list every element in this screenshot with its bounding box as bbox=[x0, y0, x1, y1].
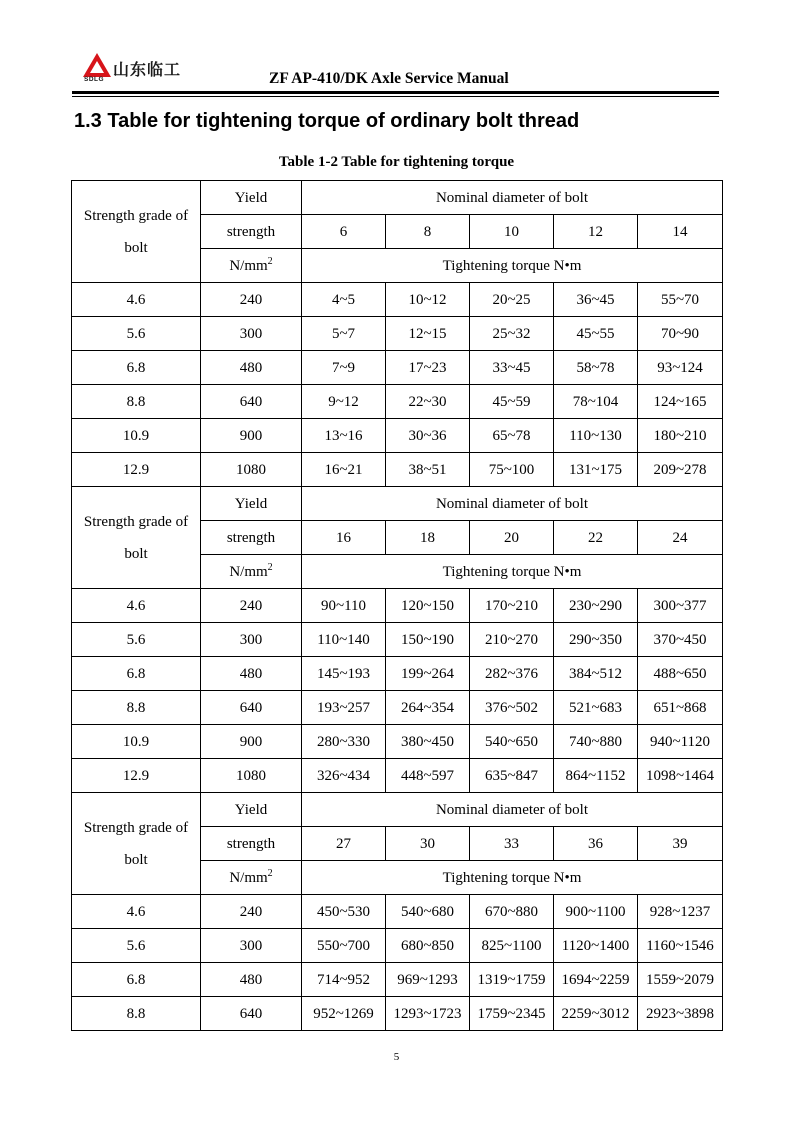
torque-value-cell: 280~330 bbox=[302, 725, 386, 759]
torque-value-cell: 16~21 bbox=[302, 453, 386, 487]
torque-value-cell: 58~78 bbox=[554, 351, 638, 385]
yield-header-line1: Yield bbox=[201, 181, 302, 215]
yield-header-line1: Yield bbox=[201, 793, 302, 827]
yield-cell: 480 bbox=[201, 657, 302, 691]
torque-value-cell: 969~1293 bbox=[386, 963, 470, 997]
torque-value-cell: 180~210 bbox=[638, 419, 723, 453]
torque-value-cell: 635~847 bbox=[470, 759, 554, 793]
grade-cell: 6.8 bbox=[72, 963, 201, 997]
diameter-cell: 30 bbox=[386, 827, 470, 861]
torque-value-cell: 45~59 bbox=[470, 385, 554, 419]
header-rule-thin bbox=[72, 96, 719, 97]
torque-value-cell: 540~650 bbox=[470, 725, 554, 759]
torque-value-cell: 38~51 bbox=[386, 453, 470, 487]
torque-value-cell: 22~30 bbox=[386, 385, 470, 419]
diameter-cell: 8 bbox=[386, 215, 470, 249]
grade-cell: 12.9 bbox=[72, 453, 201, 487]
torque-value-cell: 20~25 bbox=[470, 283, 554, 317]
diameter-cell: 18 bbox=[386, 521, 470, 555]
grade-cell: 8.8 bbox=[72, 691, 201, 725]
logo-english-text: SDLG bbox=[84, 76, 105, 83]
table-row bbox=[72, 725, 723, 759]
yield-unit-cell bbox=[201, 861, 302, 895]
torque-value-cell: 940~1120 bbox=[638, 725, 723, 759]
torque-value-cell: 384~512 bbox=[554, 657, 638, 691]
torque-value-cell: 300~377 bbox=[638, 589, 723, 623]
nominal-diameter-header: Nominal diameter of bolt bbox=[302, 793, 723, 827]
yield-header-line2: strength bbox=[201, 215, 302, 249]
torque-value-cell: 1559~2079 bbox=[638, 963, 723, 997]
torque-value-cell: 2259~3012 bbox=[554, 997, 638, 1031]
diameter-cell: 36 bbox=[554, 827, 638, 861]
torque-value-cell: 651~868 bbox=[638, 691, 723, 725]
header-row-nominal bbox=[72, 793, 723, 827]
torque-value-cell: 78~104 bbox=[554, 385, 638, 419]
diameter-cell: 33 bbox=[470, 827, 554, 861]
diameter-cell: 16 bbox=[302, 521, 386, 555]
tightening-torque-header: Tightening torque N•m bbox=[302, 249, 723, 283]
torque-value-cell: 376~502 bbox=[470, 691, 554, 725]
torque-value-cell: 864~1152 bbox=[554, 759, 638, 793]
yield-unit: N/mm bbox=[229, 257, 268, 274]
yield-unit-cell bbox=[201, 249, 302, 283]
grade-cell: 6.8 bbox=[72, 351, 201, 385]
torque-value-cell: 170~210 bbox=[470, 589, 554, 623]
table-row bbox=[72, 895, 723, 929]
torque-value-cell: 120~150 bbox=[386, 589, 470, 623]
sdlg-logo bbox=[82, 52, 192, 84]
torque-table bbox=[71, 180, 723, 1031]
table-row bbox=[72, 317, 723, 351]
diameter-cell: 10 bbox=[470, 215, 554, 249]
logo-triangle-icon bbox=[82, 52, 112, 78]
yield-header-line2: strength bbox=[201, 521, 302, 555]
grade-cell: 5.6 bbox=[72, 623, 201, 657]
torque-value-cell: 900~1100 bbox=[554, 895, 638, 929]
diameter-cell: 22 bbox=[554, 521, 638, 555]
torque-value-cell: 13~16 bbox=[302, 419, 386, 453]
torque-value-cell: 30~36 bbox=[386, 419, 470, 453]
torque-value-cell: 209~278 bbox=[638, 453, 723, 487]
torque-value-cell: 75~100 bbox=[470, 453, 554, 487]
torque-value-cell: 521~683 bbox=[554, 691, 638, 725]
yield-cell: 900 bbox=[201, 419, 302, 453]
torque-value-cell: 1120~1400 bbox=[554, 929, 638, 963]
torque-value-cell: 150~190 bbox=[386, 623, 470, 657]
table-row bbox=[72, 691, 723, 725]
header-rule-thick bbox=[72, 91, 719, 94]
yield-unit-exponent: 2 bbox=[267, 255, 273, 267]
yield-unit: N/mm bbox=[229, 563, 268, 580]
grade-cell: 5.6 bbox=[72, 929, 201, 963]
torque-value-cell: 25~32 bbox=[470, 317, 554, 351]
torque-value-cell: 448~597 bbox=[386, 759, 470, 793]
table-row bbox=[72, 759, 723, 793]
grade-cell: 4.6 bbox=[72, 895, 201, 929]
torque-value-cell: 1293~1723 bbox=[386, 997, 470, 1031]
table-row bbox=[72, 385, 723, 419]
torque-value-cell: 282~376 bbox=[470, 657, 554, 691]
yield-cell: 240 bbox=[201, 589, 302, 623]
table-row bbox=[72, 929, 723, 963]
nominal-diameter-header: Nominal diameter of bolt bbox=[302, 181, 723, 215]
strength-grade-header: Strength grade of bolt bbox=[72, 181, 201, 283]
yield-cell: 300 bbox=[201, 929, 302, 963]
torque-value-cell: 131~175 bbox=[554, 453, 638, 487]
page-number: 5 bbox=[393, 1051, 400, 1063]
diameter-cell: 24 bbox=[638, 521, 723, 555]
grade-cell: 10.9 bbox=[72, 419, 201, 453]
torque-value-cell: 290~350 bbox=[554, 623, 638, 657]
torque-value-cell: 12~15 bbox=[386, 317, 470, 351]
yield-cell: 240 bbox=[201, 895, 302, 929]
torque-value-cell: 33~45 bbox=[470, 351, 554, 385]
torque-value-cell: 70~90 bbox=[638, 317, 723, 351]
torque-value-cell: 825~1100 bbox=[470, 929, 554, 963]
yield-cell: 240 bbox=[201, 283, 302, 317]
torque-value-cell: 124~165 bbox=[638, 385, 723, 419]
yield-cell: 1080 bbox=[201, 453, 302, 487]
grade-cell: 8.8 bbox=[72, 385, 201, 419]
table-row bbox=[72, 997, 723, 1031]
torque-value-cell: 93~124 bbox=[638, 351, 723, 385]
diameter-cell: 12 bbox=[554, 215, 638, 249]
yield-unit: N/mm bbox=[229, 869, 268, 886]
torque-value-cell: 17~23 bbox=[386, 351, 470, 385]
torque-value-cell: 928~1237 bbox=[638, 895, 723, 929]
yield-cell: 640 bbox=[201, 997, 302, 1031]
torque-value-cell: 1160~1546 bbox=[638, 929, 723, 963]
table-row bbox=[72, 351, 723, 385]
yield-cell: 1080 bbox=[201, 759, 302, 793]
logo-chinese-text: 山东临工 bbox=[113, 60, 182, 79]
yield-cell: 900 bbox=[201, 725, 302, 759]
torque-value-cell: 952~1269 bbox=[302, 997, 386, 1031]
grade-cell: 5.6 bbox=[72, 317, 201, 351]
grade-cell: 4.6 bbox=[72, 589, 201, 623]
torque-value-cell: 1098~1464 bbox=[638, 759, 723, 793]
yield-cell: 640 bbox=[201, 691, 302, 725]
torque-value-cell: 45~55 bbox=[554, 317, 638, 351]
torque-value-cell: 1759~2345 bbox=[470, 997, 554, 1031]
yield-unit-exponent: 2 bbox=[267, 561, 273, 573]
table-row bbox=[72, 657, 723, 691]
nominal-diameter-header: Nominal diameter of bolt bbox=[302, 487, 723, 521]
torque-value-cell: 2923~3898 bbox=[638, 997, 723, 1031]
table-row bbox=[72, 589, 723, 623]
torque-value-cell: 4~5 bbox=[302, 283, 386, 317]
table-row bbox=[72, 453, 723, 487]
torque-value-cell: 199~264 bbox=[386, 657, 470, 691]
torque-value-cell: 10~12 bbox=[386, 283, 470, 317]
manual-title: ZF AP-410/DK Axle Service Manual bbox=[269, 70, 509, 87]
yield-unit-cell bbox=[201, 555, 302, 589]
torque-value-cell: 380~450 bbox=[386, 725, 470, 759]
diameter-cell: 27 bbox=[302, 827, 386, 861]
torque-value-cell: 210~270 bbox=[470, 623, 554, 657]
torque-value-cell: 740~880 bbox=[554, 725, 638, 759]
torque-value-cell: 193~257 bbox=[302, 691, 386, 725]
torque-value-cell: 110~130 bbox=[554, 419, 638, 453]
torque-value-cell: 145~193 bbox=[302, 657, 386, 691]
yield-cell: 300 bbox=[201, 623, 302, 657]
torque-value-cell: 370~450 bbox=[638, 623, 723, 657]
header-row-nominal bbox=[72, 181, 723, 215]
diameter-cell: 20 bbox=[470, 521, 554, 555]
grade-cell: 6.8 bbox=[72, 657, 201, 691]
grade-cell: 10.9 bbox=[72, 725, 201, 759]
yield-cell: 640 bbox=[201, 385, 302, 419]
yield-unit-exponent: 2 bbox=[267, 867, 273, 879]
torque-value-cell: 326~434 bbox=[302, 759, 386, 793]
torque-value-cell: 9~12 bbox=[302, 385, 386, 419]
diameter-cell: 14 bbox=[638, 215, 723, 249]
torque-value-cell: 264~354 bbox=[386, 691, 470, 725]
torque-value-cell: 1694~2259 bbox=[554, 963, 638, 997]
table-row bbox=[72, 623, 723, 657]
diameter-cell: 39 bbox=[638, 827, 723, 861]
grade-cell: 12.9 bbox=[72, 759, 201, 793]
torque-value-cell: 36~45 bbox=[554, 283, 638, 317]
torque-value-cell: 110~140 bbox=[302, 623, 386, 657]
yield-header-line1: Yield bbox=[201, 487, 302, 521]
strength-grade-header: Strength grade of bolt bbox=[72, 487, 201, 589]
torque-value-cell: 680~850 bbox=[386, 929, 470, 963]
tightening-torque-header: Tightening torque N•m bbox=[302, 861, 723, 895]
torque-value-cell: 450~530 bbox=[302, 895, 386, 929]
torque-value-cell: 550~700 bbox=[302, 929, 386, 963]
yield-cell: 300 bbox=[201, 317, 302, 351]
yield-cell: 480 bbox=[201, 351, 302, 385]
torque-value-cell: 670~880 bbox=[470, 895, 554, 929]
header-row-nominal bbox=[72, 487, 723, 521]
table-row bbox=[72, 963, 723, 997]
torque-value-cell: 488~650 bbox=[638, 657, 723, 691]
table-row bbox=[72, 419, 723, 453]
torque-value-cell: 1319~1759 bbox=[470, 963, 554, 997]
diameter-cell: 6 bbox=[302, 215, 386, 249]
strength-grade-header: Strength grade of bolt bbox=[72, 793, 201, 895]
torque-value-cell: 540~680 bbox=[386, 895, 470, 929]
section-heading: 1.3 Table for tightening torque of ordinary bolt thread bbox=[74, 110, 580, 132]
yield-header-line2: strength bbox=[201, 827, 302, 861]
yield-cell: 480 bbox=[201, 963, 302, 997]
grade-cell: 4.6 bbox=[72, 283, 201, 317]
torque-value-cell: 714~952 bbox=[302, 963, 386, 997]
grade-cell: 8.8 bbox=[72, 997, 201, 1031]
tightening-torque-header: Tightening torque N•m bbox=[302, 555, 723, 589]
torque-value-cell: 90~110 bbox=[302, 589, 386, 623]
torque-value-cell: 5~7 bbox=[302, 317, 386, 351]
torque-value-cell: 55~70 bbox=[638, 283, 723, 317]
torque-value-cell: 230~290 bbox=[554, 589, 638, 623]
torque-value-cell: 7~9 bbox=[302, 351, 386, 385]
table-row bbox=[72, 283, 723, 317]
table-caption: Table 1-2 Table for tightening torque bbox=[278, 154, 515, 170]
torque-value-cell: 65~78 bbox=[470, 419, 554, 453]
